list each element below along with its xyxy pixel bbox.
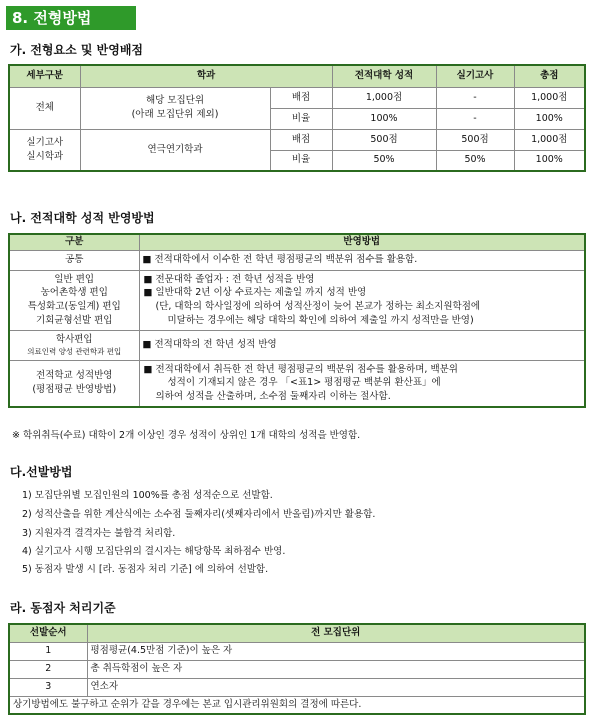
- dept-cell: 연극연기학과: [80, 129, 270, 171]
- col-header: 실기고사: [436, 65, 514, 87]
- kind-cell: 비율: [270, 108, 332, 129]
- criteria-cell: 연소자: [87, 678, 585, 696]
- list-item: 1) 모집단위별 모집인원의 100%를 총점 성적순으로 선발함.: [22, 490, 273, 501]
- col-header: 반영방법: [139, 234, 585, 250]
- method-line: 성적이 기재되지 않은 경우 「<표1> 평점평균 백분위 환산표」에: [167, 377, 441, 389]
- total-cell: 100%: [514, 150, 585, 171]
- order-cell: 2: [9, 660, 87, 678]
- method-line: 미달하는 경우에는 해당 대학의 확인에 의하여 제출일 까지 성적만을 반영): [167, 314, 474, 326]
- method-text: ■ 전적대학에서 이수한 전 학년 평점평균의 백분위 점수를 활용함.: [139, 250, 585, 270]
- method-text: [139, 270, 585, 330]
- section-c-heading: 다.선발방법: [10, 465, 73, 479]
- method-line: ■ 전문대학 졸업자 : 전 학년 성적을 반영: [143, 273, 315, 285]
- list-item: 2) 성적산출을 위한 계산식에는 소수점 둘째자리(셋째자리에서 반올림)까지만 활용함.: [22, 509, 376, 520]
- gpa-method-table: [8, 233, 586, 408]
- order-cell: 3: [9, 678, 87, 696]
- label-line: 기회균형선발 편입: [36, 314, 113, 326]
- group-cell: 전체: [9, 87, 80, 129]
- method-line: (단, 대학의 학사일정에 의하여 성적산정이 늦어 본교가 정하는 최소지원학점에: [155, 301, 481, 313]
- total-cell: 100%: [514, 108, 585, 129]
- footnote: ※ 학위취득(수료) 대학이 2개 이상인 경우 성적이 상위인 1개 대학의 성적을 반영함.: [12, 430, 361, 441]
- method-text: [139, 360, 585, 407]
- group-cell: [9, 129, 80, 171]
- order-cell: 1: [9, 642, 87, 660]
- label-line: 전적학교 성적반영: [36, 370, 113, 382]
- score-table: [8, 64, 586, 172]
- kind-cell: 배점: [270, 129, 332, 150]
- practical-cell: -: [436, 108, 514, 129]
- page-title: 8. 전형방법: [6, 6, 136, 30]
- tiebreak-table: [8, 623, 586, 715]
- col-header: 구분: [9, 234, 139, 250]
- col-header: 선발순서: [9, 624, 87, 642]
- total-cell: 1,000점: [514, 129, 585, 150]
- list-item: 5) 동점자 발생 시 [라. 동점자 처리 기준] 에 의하여 선발함.: [22, 564, 269, 575]
- dept-cell: [80, 87, 270, 129]
- row-label: [9, 360, 139, 407]
- section-b-heading: 나. 전적대학 성적 반영방법: [10, 211, 155, 225]
- total-cell: 1,000점: [514, 87, 585, 108]
- kind-cell: 배점: [270, 87, 332, 108]
- row-label: 공통: [9, 250, 139, 270]
- method-line: ■ 전적대학에서 취득한 전 학년 평점평균의 백분위 점수를 활용하며, 백분위: [143, 363, 458, 375]
- list-item: 3) 지원자격 결격자는 불합격 처리함.: [22, 528, 176, 539]
- list-item: 4) 실기고사 시행 모집단위의 결시자는 해당항목 최하점수 반영.: [22, 546, 286, 557]
- label-line: 의료인력 양성 관련학과 편입: [27, 346, 122, 356]
- practical-cell: -: [436, 87, 514, 108]
- criteria-cell: 총 취득학점이 높은 자: [87, 660, 585, 678]
- label-line: 농어촌학생 편입: [40, 287, 108, 299]
- label-line: 일반 편입: [54, 273, 95, 285]
- label-line: 특성화고(동일계) 편입: [27, 301, 121, 313]
- col-header: 세부구분: [9, 65, 80, 87]
- kind-cell: 비율: [270, 150, 332, 171]
- dept-sub: (아래 모집단위 제외): [131, 109, 219, 120]
- practical-cell: 50%: [436, 150, 514, 171]
- row-label: [9, 270, 139, 330]
- section-d-heading: 라. 동점자 처리기준: [10, 601, 116, 615]
- criteria-cell: 평점평균(4.5만점 기준)이 높은 자: [87, 642, 585, 660]
- gpa-cell: 100%: [332, 108, 436, 129]
- group-line: 실시학과: [26, 150, 64, 162]
- col-header: 전적대학 성적: [332, 65, 436, 87]
- section-a-heading: 가. 전형요소 및 반영배점: [10, 43, 144, 57]
- gpa-cell: 500점: [332, 129, 436, 150]
- method-line: ■ 일반대학 2년 이상 수료자는 제출일 까지 성적 반영: [143, 287, 367, 299]
- gpa-cell: 50%: [332, 150, 436, 171]
- practical-cell: 500점: [436, 129, 514, 150]
- tiebreak-footer: 상기방법에도 불구하고 순위가 같을 경우에는 본교 입시관리위원회의 결정에 따른다.: [9, 696, 585, 714]
- group-line: 실기고사: [26, 136, 64, 148]
- row-label: [9, 330, 139, 360]
- method-text: ■ 전적대학의 전 학년 성적 반영: [139, 330, 585, 360]
- col-header: 전 모집단위: [87, 624, 585, 642]
- col-header: 총점: [514, 65, 585, 87]
- dept-name: 해당 모집단위: [145, 95, 205, 107]
- gpa-cell: 1,000점: [332, 87, 436, 108]
- label-line: (평점평균 반영방법): [32, 384, 117, 396]
- method-line: 의하여 성적을 산출하며, 소수점 둘째자리 이하는 절사함.: [155, 391, 391, 403]
- label-line: 학사편입: [55, 333, 93, 345]
- col-header: 학과: [80, 65, 332, 87]
